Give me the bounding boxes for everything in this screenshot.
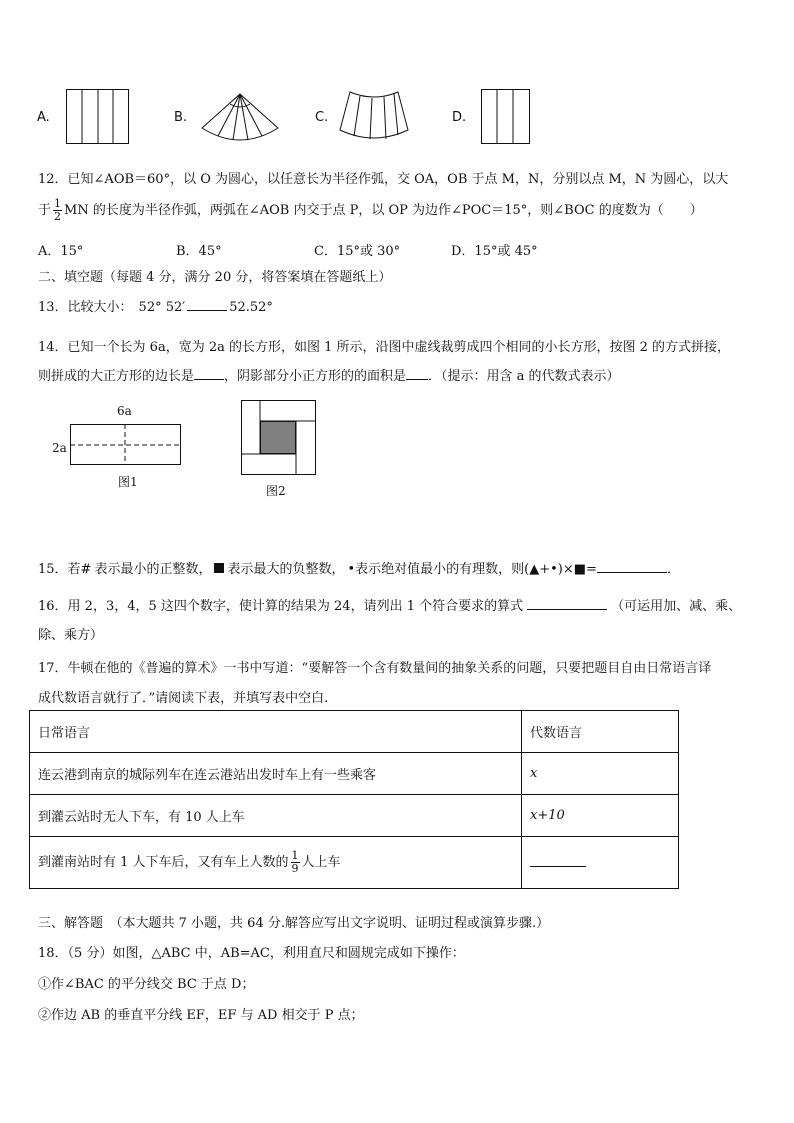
row2-daily: 到灌云站时无人下车，有 10 人上车: [30, 795, 522, 837]
section2-heading: 二、填空题（每题 4 分，满分 20 分，将答案填在答题纸上）: [38, 270, 392, 285]
q12-line2-post: MN 的长度为半径作弧，两弧在∠AOB 内交于点 P，以 OP 为边作∠POC＝15°，则∠BOC 的度数为（ ）: [64, 203, 703, 218]
q16-line2: 除、乘方）: [38, 628, 104, 643]
q12-line2-pre: 于: [38, 203, 52, 218]
q15-answer-blank[interactable]: [597, 560, 667, 573]
q12-option-d: D．15°或 45°: [451, 244, 538, 259]
option-b-figure: [200, 92, 280, 144]
q15-h: ．: [666, 562, 680, 577]
fig1-rectangle: [70, 424, 182, 466]
q15: [38, 558, 680, 577]
q18-step2: ②作边 AB 的垂直平分线 EF，EF 与 AD 相交于 P 点；: [38, 1008, 364, 1023]
black-square-icon: [214, 563, 224, 573]
q12-frac-num: 1: [54, 197, 62, 210]
q14-line2-b: ，阴影部分小正方形的的面积是: [224, 369, 407, 384]
row3-frac-den: 9: [291, 862, 299, 875]
row1-daily: 连云港到南京的城际列车在连云港站出发时车上有一些乘客: [30, 753, 522, 795]
option-b-label: B.: [174, 110, 188, 125]
q17-line2: 成代数语言就行了．”请阅读下表，并填写表中空白.: [38, 691, 329, 706]
q14-blank-area[interactable]: [406, 367, 428, 380]
q12-fraction: [53, 198, 62, 223]
q12-option-a: A．15°: [38, 244, 84, 259]
row3-answer-blank[interactable]: [530, 854, 586, 867]
q16-line1-text: 16．用 2，3，4，5 这四个数字，使计算的结果为 24，请列出 1 个符合要求的算式: [38, 599, 524, 614]
row1-algebra: x: [522, 753, 679, 795]
q15-b: 表示最小的正整数，: [94, 562, 212, 577]
table-row: [30, 753, 679, 795]
q12-frac-den: 2: [54, 210, 62, 223]
option-c-label: C.: [315, 110, 329, 125]
q14-line1: 14．已知一个长为 6a，宽为 2a 的长方形，如图 1 所示，沿图中虚线裁剪成四个相同的小长方形，按图 2 的方式拼接，: [38, 340, 731, 355]
fig1-top-label: 6a: [117, 404, 132, 418]
table-row: [30, 795, 679, 837]
fig1-left-label: 2a: [52, 441, 67, 455]
section3-heading: 三、解答题 （本大题共 7 小题，共 64 分.解答应写出文字说明、证明过程或演算步骤.）: [38, 916, 550, 931]
q15-a: 15．若#: [38, 562, 92, 577]
q12-option-b: B．45°: [176, 244, 222, 259]
q13-answer-blank[interactable]: [187, 298, 227, 311]
q13-pre: 13．比较大小：: [38, 300, 133, 315]
row3-algebra: [522, 837, 679, 889]
q15-c: 表示最大的负整数，: [227, 562, 345, 577]
q13: [38, 296, 273, 315]
table-row: [30, 837, 679, 889]
q13-left-value: 52° 52′: [138, 300, 186, 315]
row2-algebra: x+10: [522, 795, 679, 837]
option-d-label: D.: [452, 110, 467, 125]
row3-daily: [30, 837, 522, 889]
fig2-caption: 图2: [266, 484, 286, 498]
q16-line1: [38, 595, 741, 614]
row3-pre: 到灌南站时有 1 人下车后，又有车上人数的: [38, 855, 289, 870]
q15-dot: •: [347, 562, 356, 577]
fig2-square: [241, 400, 317, 476]
row3-fraction: [291, 850, 300, 875]
option-a-figure: [66, 89, 130, 145]
option-c-figure: [338, 90, 410, 142]
q14-line2-a: 则拼成的大正方形的边长是: [38, 369, 195, 384]
q16-line1-tail: （可运用加、减、乘、: [611, 599, 742, 614]
q14-line2: [38, 365, 620, 384]
option-d-figure: [481, 89, 531, 145]
q12-line2: [38, 198, 703, 223]
q12-option-c: C．15°或 30°: [314, 244, 401, 259]
q13-right-value: 52.52°: [229, 300, 273, 315]
fig1-caption: 图1: [118, 475, 138, 489]
q15-f: ▲+•)×: [529, 562, 574, 577]
q12-line1: 12．已知∠AOB＝60°，以 O 为圆心，以任意长为半径作弧，交 OA，OB 于点 M，N，分别以点 M，N 为圆心，以大: [38, 172, 729, 187]
q17-line1: 17．牛顿在他的《普遍的算术》一书中写道：“要解答一个含有数量间的抽象关系的问题，只要把题目自由日常语言译: [38, 661, 712, 676]
q14-line2-c: ．（提示：用含 a 的代数式表示）: [428, 369, 620, 384]
q15-e: 表示绝对值最小的有理数，则(: [355, 562, 530, 577]
row3-post: 人上车: [301, 855, 341, 870]
q15-g: ■=: [573, 562, 597, 577]
header-daily-language: 日常语言: [30, 711, 522, 753]
q18-line1: 18．（5 分）如图，△ABC 中，AB=AC，利用直尺和圆规完成如下操作：: [38, 946, 465, 961]
table-header-row: [30, 711, 679, 753]
option-a-label: A.: [37, 110, 50, 125]
q16-answer-blank[interactable]: [527, 597, 607, 610]
q17-table: [29, 710, 679, 889]
q14-blank-side[interactable]: [194, 367, 224, 380]
q18-step1: ①作∠BAC 的平分线交 BC 于点 D；: [38, 977, 255, 992]
row3-frac-num: 1: [291, 849, 299, 862]
header-algebraic-language: 代数语言: [522, 711, 679, 753]
